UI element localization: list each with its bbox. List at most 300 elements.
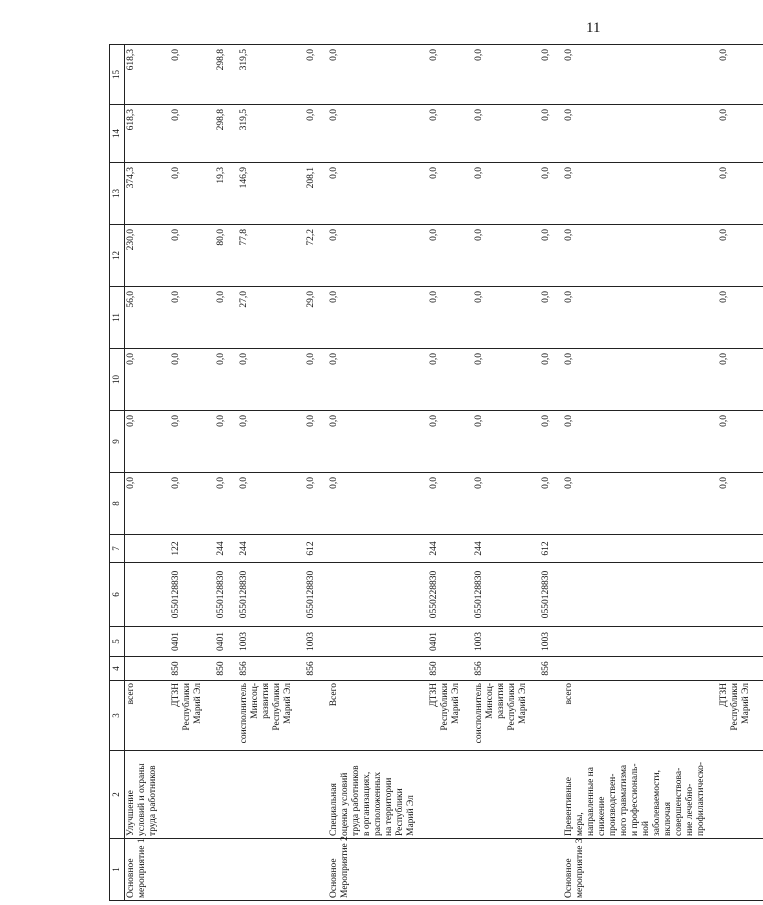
- cell-c1: [563, 839, 708, 901]
- spacer-cell: [205, 105, 215, 163]
- cell-c3: [563, 681, 708, 751]
- spacer-cell: [553, 563, 563, 627]
- cell-value-col8: 0,0: [170, 473, 205, 535]
- spacer-cell: [318, 473, 328, 535]
- c2-line: Специальная: [329, 783, 339, 836]
- spacer-cell: [295, 411, 305, 473]
- spacer-cell: [553, 225, 563, 287]
- cell-code-c5: 1003: [540, 627, 553, 657]
- spacer-cell: [553, 839, 563, 901]
- cell-value-col8: 0,0: [718, 473, 753, 535]
- cell-value-col14: 0,0: [328, 105, 418, 163]
- c2-line: включая: [663, 802, 673, 836]
- cell-value-col12: 230,0: [125, 225, 161, 287]
- spacer-cell: [205, 45, 215, 105]
- cell-code-c5: 1003: [473, 627, 530, 657]
- row-spacer: [318, 45, 328, 901]
- cell-value-col14: 0,0: [540, 105, 553, 163]
- c2-line: ние лечебно-: [685, 783, 695, 836]
- column-header-1: 1: [110, 839, 125, 901]
- spacer-cell: [463, 163, 473, 225]
- cell-c2: [238, 751, 295, 839]
- cell-value-col11: 0,0: [170, 287, 205, 349]
- spacer-cell: [418, 681, 428, 751]
- column-header-13: 13: [110, 163, 125, 225]
- spacer-cell: [205, 411, 215, 473]
- cell-value-col13: 0,0: [563, 163, 708, 225]
- spacer-cell: [160, 473, 170, 535]
- c2-line: труда работников: [148, 765, 158, 836]
- spacer-cell: [318, 681, 328, 751]
- spacer-cell: [318, 225, 328, 287]
- cell-value-col13: 0,0: [170, 163, 205, 225]
- spacer-cell: [160, 751, 170, 839]
- table-row: [305, 45, 318, 901]
- spacer-cell: [295, 627, 305, 657]
- cell-c2: [125, 751, 161, 839]
- spacer-cell: [753, 411, 763, 473]
- table-row: [540, 45, 553, 901]
- cell-value-col14: 0,0: [718, 105, 753, 163]
- c3-line: Республики: [730, 683, 740, 731]
- spacer-cell: [228, 627, 238, 657]
- cell-value-col8: 0,0: [473, 473, 530, 535]
- cell-code-c4: [328, 657, 418, 681]
- cell-code-c6: 0550128830: [305, 563, 318, 627]
- cell-code-c7: [328, 535, 418, 563]
- cell-value-col15: 319,5: [238, 45, 295, 105]
- cell-value-col12: 80,0: [215, 225, 228, 287]
- cell-value-col12: 0,0: [563, 225, 708, 287]
- spacer-cell: [160, 681, 170, 751]
- cell-c3: [238, 681, 295, 751]
- spacer-cell: [318, 411, 328, 473]
- cell-code-c7: [563, 535, 708, 563]
- spacer-cell: [295, 225, 305, 287]
- cell-value-col14: 0,0: [563, 105, 708, 163]
- cell-code-c6: [563, 563, 708, 627]
- spacer-cell: [553, 535, 563, 563]
- cell-c1: [238, 839, 295, 901]
- row-spacer: [228, 45, 238, 901]
- spacer-cell: [160, 45, 170, 105]
- spacer-cell: [553, 163, 563, 225]
- column-header-5: 5: [110, 627, 125, 657]
- cell-code-c7: 244: [428, 535, 463, 563]
- cell-c3: [540, 681, 553, 751]
- spacer-cell: [418, 563, 428, 627]
- spacer-cell: [295, 45, 305, 105]
- c2-line: ного травматизма: [619, 764, 629, 836]
- spacer-cell: [708, 751, 718, 839]
- cell-value-col9: 0,0: [473, 411, 530, 473]
- spacer-cell: [205, 349, 215, 411]
- budget-table: [109, 44, 763, 901]
- c3-line: Республики: [440, 683, 450, 731]
- column-header-4: 4: [110, 657, 125, 681]
- spacer-cell: [463, 473, 473, 535]
- spacer-cell: [530, 563, 540, 627]
- spacer-cell: [418, 627, 428, 657]
- c1-line: Основное: [564, 858, 574, 898]
- spacer-cell: [463, 349, 473, 411]
- c3-line: развития: [496, 683, 506, 719]
- cell-value-col10: 0,0: [170, 349, 205, 411]
- cell-value-col10: 0,0: [328, 349, 418, 411]
- spacer-cell: [318, 163, 328, 225]
- spacer-cell: [318, 105, 328, 163]
- spacer-cell: [530, 287, 540, 349]
- cell-c3: [718, 681, 753, 751]
- spacer-cell: [318, 627, 328, 657]
- spacer-cell: [295, 657, 305, 681]
- rotated-table-area: [109, 45, 751, 901]
- c2-line: Превентивные: [564, 777, 574, 836]
- cell-value-col11: 29,0: [305, 287, 318, 349]
- spacer-cell: [553, 45, 563, 105]
- cell-value-col13: 0,0: [428, 163, 463, 225]
- cell-value-col14: 0,0: [473, 105, 530, 163]
- spacer-cell: [295, 563, 305, 627]
- cell-c3: [215, 681, 228, 751]
- cell-value-col9: 0,0: [328, 411, 418, 473]
- c3-line: Республики: [507, 683, 517, 731]
- cell-code-c4: 856: [305, 657, 318, 681]
- cell-c2: [473, 751, 530, 839]
- c1-line: Основное: [126, 858, 136, 898]
- row-spacer: [463, 45, 473, 901]
- row-spacer: [530, 45, 540, 901]
- table-row: [563, 45, 708, 901]
- spacer-cell: [708, 45, 718, 105]
- spacer-cell: [160, 163, 170, 225]
- spacer-cell: [530, 535, 540, 563]
- spacer-cell: [228, 349, 238, 411]
- column-header-3: 3: [110, 681, 125, 751]
- spacer-cell: [418, 225, 428, 287]
- spacer-cell: [753, 105, 763, 163]
- table-row: [125, 45, 161, 901]
- spacer-cell: [708, 535, 718, 563]
- cell-c1: [305, 839, 318, 901]
- cell-c3: [328, 681, 418, 751]
- spacer-cell: [418, 411, 428, 473]
- spacer-cell: [463, 681, 473, 751]
- cell-c1: [170, 839, 205, 901]
- spacer-cell: [753, 45, 763, 105]
- cell-code-c5: [563, 627, 708, 657]
- spacer-cell: [205, 751, 215, 839]
- cell-code-c4: [563, 657, 708, 681]
- spacer-cell: [708, 563, 718, 627]
- spacer-cell: [553, 411, 563, 473]
- spacer-cell: [708, 163, 718, 225]
- cell-value-col9: 0,0: [125, 411, 161, 473]
- cell-value-col8: 0,0: [428, 473, 463, 535]
- spacer-cell: [753, 681, 763, 751]
- cell-code-c6: [125, 563, 161, 627]
- c3-line: Марий Эл: [193, 683, 203, 724]
- spacer-cell: [463, 535, 473, 563]
- cell-code-c5: 1003: [238, 627, 295, 657]
- cell-code-c4: 850: [428, 657, 463, 681]
- spacer-cell: [418, 163, 428, 225]
- cell-value-col13: 208,1: [305, 163, 318, 225]
- spacer-cell: [318, 287, 328, 349]
- cell-code-c7: 244: [238, 535, 295, 563]
- c3-line: ДТЗН: [171, 683, 181, 707]
- c2-line: производствен-: [608, 773, 618, 836]
- spacer-cell: [530, 473, 540, 535]
- spacer-cell: [205, 563, 215, 627]
- cell-value-col10: 0,0: [718, 349, 753, 411]
- cell-c1: [125, 839, 161, 901]
- c2-line: в организациях,: [362, 771, 372, 836]
- cell-value-col11: 0,0: [428, 287, 463, 349]
- cell-value-col13: 0,0: [328, 163, 418, 225]
- c1-line: мероприятие 3: [575, 838, 585, 898]
- cell-c3: [473, 681, 530, 751]
- table-row: [215, 45, 228, 901]
- cell-value-col10: 0,0: [428, 349, 463, 411]
- spacer-cell: [530, 681, 540, 751]
- cell-value-col10: 0,0: [305, 349, 318, 411]
- column-header-7: 7: [110, 535, 125, 563]
- column-header-10: 10: [110, 349, 125, 411]
- spacer-cell: [228, 751, 238, 839]
- spacer-cell: [708, 627, 718, 657]
- cell-code-c6: 0550228830: [428, 563, 463, 627]
- c2-line: заболеваемости,: [652, 769, 662, 836]
- c3-line: Минсоц-: [485, 683, 495, 719]
- cell-code-c6: 0550128830: [215, 563, 228, 627]
- c2-line: Марий Эл: [406, 795, 416, 836]
- c3-line: ДТЗН: [719, 683, 729, 707]
- c2-line: и профессиональ-: [630, 763, 640, 836]
- spacer-cell: [295, 535, 305, 563]
- spacer-cell: [418, 349, 428, 411]
- column-header-8: 8: [110, 473, 125, 535]
- cell-value-col14: 0,0: [428, 105, 463, 163]
- cell-value-col11: 27,0: [238, 287, 295, 349]
- spacer-cell: [463, 839, 473, 901]
- column-header-15: 15: [110, 45, 125, 105]
- cell-code-c7: 244: [473, 535, 530, 563]
- spacer-cell: [708, 225, 718, 287]
- c2-line: профилактическо-: [696, 761, 706, 836]
- c3-line: Всего: [329, 683, 339, 707]
- column-header-11: 11: [110, 287, 125, 349]
- cell-code-c4: 856: [540, 657, 553, 681]
- spacer-cell: [553, 473, 563, 535]
- spacer-cell: [463, 287, 473, 349]
- table-row: [473, 45, 530, 901]
- cell-code-c4: 856: [238, 657, 295, 681]
- cell-code-c4: 856: [473, 657, 530, 681]
- cell-value-col8: 0,0: [563, 473, 708, 535]
- cell-value-col15: 0,0: [428, 45, 463, 105]
- cell-value-col10: 0,0: [238, 349, 295, 411]
- cell-value-col14: 298,8: [215, 105, 228, 163]
- column-header-9: 9: [110, 411, 125, 473]
- row-spacer: [295, 45, 305, 901]
- spacer-cell: [295, 681, 305, 751]
- cell-c2: [540, 751, 553, 839]
- spacer-cell: [753, 839, 763, 901]
- cell-c2: [170, 751, 205, 839]
- cell-value-col9: 0,0: [428, 411, 463, 473]
- spacer-cell: [205, 839, 215, 901]
- c3-line: Марий Эл: [283, 683, 293, 724]
- cell-value-col10: 0,0: [473, 349, 530, 411]
- cell-c1: [540, 839, 553, 901]
- column-header-2: 2: [110, 751, 125, 839]
- spacer-cell: [418, 535, 428, 563]
- spacer-cell: [228, 535, 238, 563]
- spacer-cell: [463, 45, 473, 105]
- spacer-cell: [318, 563, 328, 627]
- spacer-cell: [160, 411, 170, 473]
- cell-value-col8: 0,0: [328, 473, 418, 535]
- cell-value-col14: 0,0: [305, 105, 318, 163]
- c3-line: всего: [564, 683, 574, 705]
- cell-value-col15: 0,0: [305, 45, 318, 105]
- cell-value-col15: 0,0: [540, 45, 553, 105]
- cell-code-c6: 0550128830: [238, 563, 295, 627]
- cell-value-col12: 0,0: [540, 225, 553, 287]
- cell-value-col13: 0,0: [718, 163, 753, 225]
- cell-value-col15: 0,0: [563, 45, 708, 105]
- spacer-cell: [160, 627, 170, 657]
- spacer-cell: [228, 681, 238, 751]
- spacer-cell: [463, 627, 473, 657]
- spacer-cell: [160, 839, 170, 901]
- cell-value-col9: 0,0: [170, 411, 205, 473]
- spacer-cell: [318, 839, 328, 901]
- c1-line: мероприятие 1: [137, 838, 147, 898]
- c3-line: соисполнитель: [474, 683, 484, 744]
- cell-value-col8: 0,0: [238, 473, 295, 535]
- c2-line: Улучшение: [126, 790, 136, 836]
- cell-c1: [215, 839, 228, 901]
- cell-c2: [718, 751, 753, 839]
- c3-line: Минсоц-: [250, 683, 260, 719]
- cell-value-col9: 0,0: [718, 411, 753, 473]
- spacer-cell: [205, 535, 215, 563]
- spacer-cell: [228, 287, 238, 349]
- cell-value-col12: 72,2: [305, 225, 318, 287]
- spacer-cell: [753, 535, 763, 563]
- cell-value-col9: 0,0: [215, 411, 228, 473]
- c3-line: Республики: [182, 683, 192, 731]
- spacer-cell: [205, 681, 215, 751]
- c3-line: соисполнитель: [239, 683, 249, 744]
- cell-code-c7: [718, 535, 753, 563]
- cell-value-col15: 0,0: [170, 45, 205, 105]
- cell-c2: [328, 751, 418, 839]
- cell-code-c6: [328, 563, 418, 627]
- cell-value-col15: 618,3: [125, 45, 161, 105]
- cell-value-col13: 0,0: [540, 163, 553, 225]
- spacer-cell: [530, 45, 540, 105]
- cell-value-col10: 0,0: [125, 349, 161, 411]
- c3-line: развития: [261, 683, 271, 719]
- cell-value-col12: 77,8: [238, 225, 295, 287]
- cell-value-col13: 0,0: [473, 163, 530, 225]
- cell-value-col15: 298,8: [215, 45, 228, 105]
- spacer-cell: [463, 751, 473, 839]
- c3-line: Марий Эл: [741, 683, 751, 724]
- cell-value-col9: 0,0: [305, 411, 318, 473]
- c3-line: Республики: [272, 683, 282, 731]
- spacer-cell: [708, 287, 718, 349]
- spacer-cell: [160, 225, 170, 287]
- cell-c1: [473, 839, 530, 901]
- cell-value-col13: 146,9: [238, 163, 295, 225]
- cell-c1: [328, 836, 418, 901]
- cell-code-c5: [328, 627, 418, 657]
- spacer-cell: [418, 657, 428, 681]
- cell-value-col14: 618,3: [125, 105, 161, 163]
- c2-line: меры,: [575, 812, 585, 836]
- cell-c3: [170, 681, 205, 751]
- c2-line: Республики: [395, 788, 405, 836]
- cell-value-col8: 0,0: [125, 473, 161, 535]
- cell-value-col15: 0,0: [718, 45, 753, 105]
- spacer-cell: [753, 751, 763, 839]
- spacer-cell: [530, 657, 540, 681]
- cell-value-col14: 319,5: [238, 105, 295, 163]
- cell-value-col9: 0,0: [540, 411, 553, 473]
- c2-line: снижение: [597, 796, 607, 836]
- spacer-cell: [418, 839, 428, 901]
- table-body: [125, 45, 763, 901]
- cell-value-col11: 0,0: [328, 287, 418, 349]
- spacer-cell: [553, 349, 563, 411]
- spacer-cell: [530, 627, 540, 657]
- c2-line: труда работников: [351, 765, 361, 836]
- spacer-cell: [708, 411, 718, 473]
- row-spacer: [553, 45, 563, 901]
- cell-code-c6: [718, 563, 753, 627]
- cell-value-col12: 0,0: [428, 225, 463, 287]
- spacer-cell: [228, 563, 238, 627]
- spacer-cell: [530, 163, 540, 225]
- spacer-cell: [753, 349, 763, 411]
- spacer-cell: [530, 225, 540, 287]
- spacer-cell: [463, 225, 473, 287]
- spacer-cell: [160, 349, 170, 411]
- cell-code-c4: 850: [170, 657, 205, 681]
- spacer-cell: [753, 225, 763, 287]
- spacer-cell: [228, 411, 238, 473]
- spacer-cell: [418, 287, 428, 349]
- c2-line: на территории: [384, 777, 394, 836]
- cell-value-col12: 0,0: [328, 225, 418, 287]
- cell-value-col11: 0,0: [473, 287, 530, 349]
- cell-value-col12: 0,0: [718, 225, 753, 287]
- c3-line: ДТЗН: [429, 683, 439, 707]
- spacer-cell: [553, 105, 563, 163]
- spacer-cell: [418, 751, 428, 839]
- spacer-cell: [318, 535, 328, 563]
- spacer-cell: [463, 563, 473, 627]
- cell-c2: [563, 751, 708, 839]
- spacer-cell: [463, 105, 473, 163]
- c2-line: ной: [641, 821, 651, 836]
- spacer-cell: [160, 287, 170, 349]
- cell-code-c5: 0401: [170, 627, 205, 657]
